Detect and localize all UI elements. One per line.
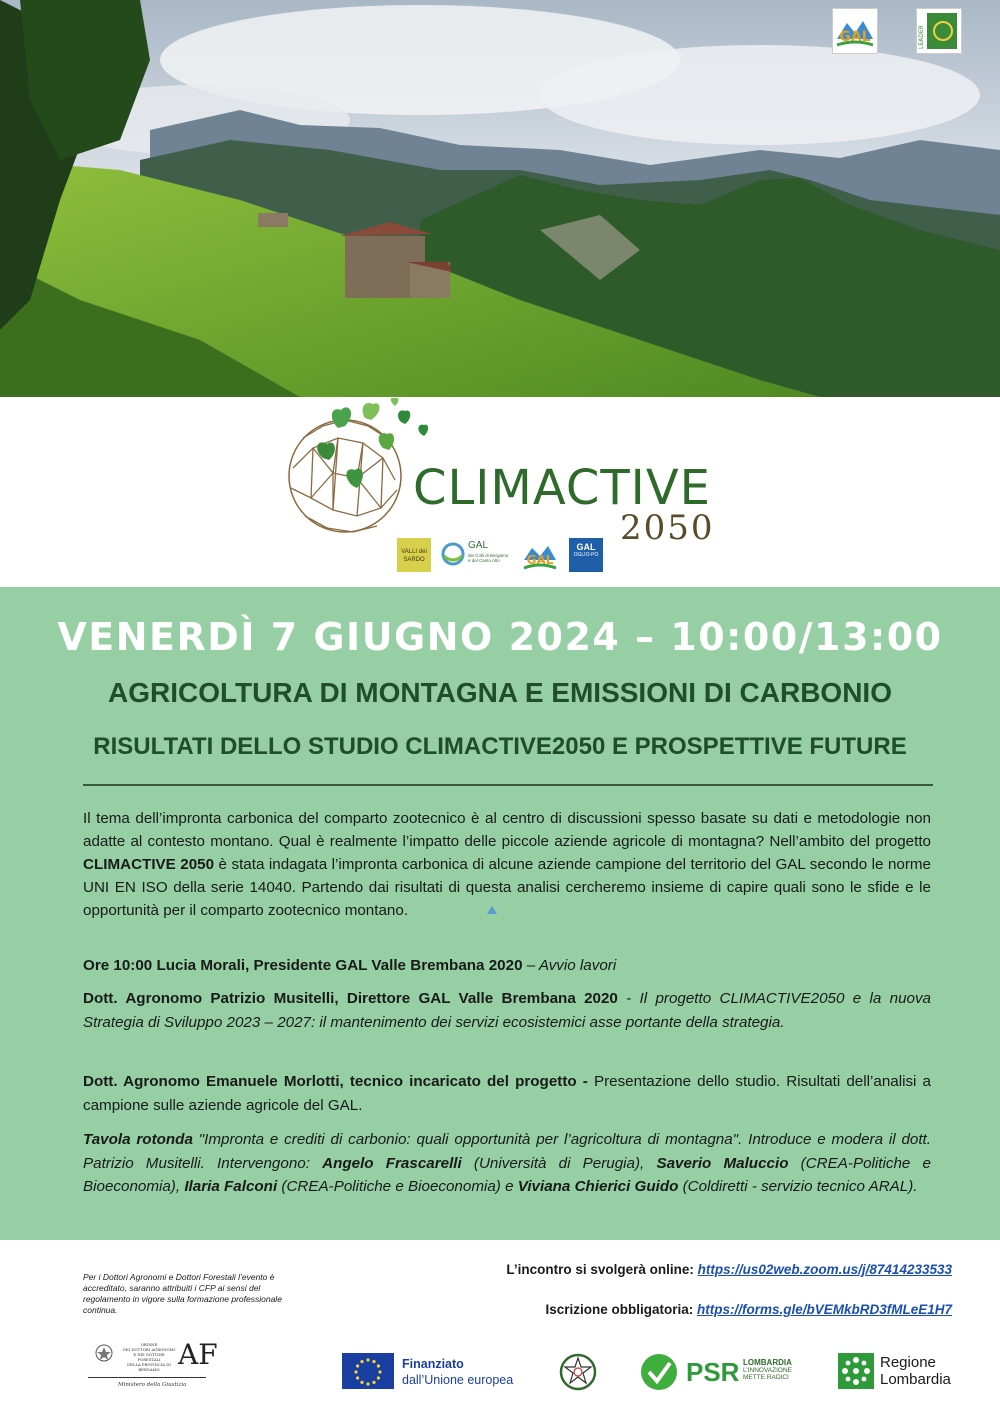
psr-region: LOMBARDIA <box>743 1358 792 1367</box>
panelist-4-affiliation: (Coldiretti - servizio tecnico ARAL). <box>678 1178 918 1195</box>
round-table-label: Tavola rotonda <box>83 1131 193 1148</box>
partner-logo-gal-colli-bergamo <box>441 538 507 572</box>
ordine-line-2: DEI DOTTORI AGRONOMI <box>122 1347 176 1352</box>
partner-logo-oglio-sub: OGLIO-PO <box>573 552 599 558</box>
program-item-3 <box>83 1070 931 1117</box>
program-item-2-topic: - Il progetto CLIMACTIVE2050 e la nuova Strategia di Sviluppo 2023 – 2027: il mantenimento dei servizi ecosistemici asse portante della strategia. <box>83 990 932 1031</box>
intro-text-2: è stata indagata l’impronta carbonica di alcune aziende campione del territorio del GAL secondo le norme UNI EN ISO della serie 14040. Partendo dai risultati di questa analisi cercheremo insieme di capire quali sono le sfide e le opportunità per il comparto zootecnico montano. <box>83 856 931 919</box>
eu-text-line-1: Finanziato <box>402 1357 464 1371</box>
psr-check-icon <box>640 1353 678 1391</box>
psr-lombardia-logo <box>640 1353 805 1393</box>
leader-logo <box>916 8 962 54</box>
program-item-1-speaker: Ore 10:00 Lucia Morali, Presidente GAL Valle Brembana 2020 <box>83 957 523 974</box>
partner-logo-gal-oglio-po <box>569 538 603 572</box>
small-triangle-icon <box>487 906 497 914</box>
partner-logo-gal-sub: dei Colli di Bergamo e del Canto Alto <box>468 553 509 563</box>
program-item-2 <box>83 987 931 1034</box>
psr-tagline-2: METTE RADICI <box>743 1374 789 1381</box>
panelist-2: Saverio Maluccio <box>656 1154 789 1172</box>
climactive-globe-emblem <box>283 398 433 543</box>
panelist-3-affiliation: (CREA-Politiche e Bioeconomia) e <box>277 1178 518 1195</box>
gal-logo <box>832 8 878 54</box>
program-item-3-topic: Presentazione dello studio. Risultati dell’analisi a campione sulle aziende agricole del GAL. <box>83 1073 931 1114</box>
section-divider <box>83 784 933 786</box>
leader-logo-text: LEADER <box>918 25 925 49</box>
intro-project-name: CLIMACTIVE 2050 <box>83 856 215 873</box>
partner-logo-valli-del-sardo <box>397 538 431 572</box>
zoom-link[interactable]: https://us02web.zoom.us/j/87414233533 <box>697 1262 952 1277</box>
regione-lombardia-logo <box>838 1353 968 1393</box>
partner-gal-text: GAL <box>526 553 554 567</box>
climactive-year: 2050 <box>620 508 715 548</box>
climactive-wordmark: CLIMACTIVE <box>413 460 711 516</box>
region-text-1: Regione <box>880 1354 936 1371</box>
psr-tagline-1: L’INNOVAZIONE <box>743 1366 793 1374</box>
rosa-camuna-icon <box>838 1353 874 1389</box>
eu-text-line-2: dall’Unione europea <box>402 1373 514 1387</box>
panelist-3: Ilaria Falconi <box>184 1178 278 1195</box>
gal-logo-text: GAL <box>839 29 871 45</box>
online-info <box>380 1262 952 1277</box>
program-item-1 <box>83 954 931 978</box>
registration-info <box>380 1302 952 1317</box>
panelist-1-affiliation: (Università di Perugia), <box>461 1154 657 1172</box>
panelist-1: Angelo Frascarelli <box>322 1154 462 1172</box>
program-item-3-speaker: Dott. Agronomo Emanuele Morlotti, tecnico incaricato del progetto - <box>83 1073 588 1090</box>
ordine-agronomi-logo <box>88 1338 218 1402</box>
registration-label: Iscrizione obbligatoria: <box>545 1302 697 1317</box>
partner-logo-oglio-label: GAL <box>576 542 596 552</box>
round-table-text: "Impronta e crediti di carbonio: quali opportunità per l’agricoltura di montagna". Introduce e modera il dott. Patrizio Musitelli. Intervengono: <box>83 1131 931 1172</box>
registration-link[interactable]: https://forms.gle/bVEMkbRD3fMLeE1H7 <box>696 1302 952 1317</box>
panelist-4: Viviana Chierici Guido <box>517 1178 679 1195</box>
event-subtitle: RISULTATI DELLO STUDIO CLIMACTIVE2050 E PROSPETTIVE FUTURE <box>93 733 907 760</box>
partner-logo-gal-valle-brembana <box>522 538 558 572</box>
hero-landscape-photo <box>0 0 1000 397</box>
intro-paragraph <box>83 807 931 922</box>
event-date-time: VENERDÌ 7 GIUGNO 2024 – 10:00/13:00 <box>57 615 943 659</box>
program-item-1-topic: – Avvio lavori <box>522 957 617 974</box>
cfp-accreditation-note: Per i Dottori Agronomi e Dottori Forestali l’evento è accreditato, saranno attribuiti i CFP ai sensi del regolamento in vigore sulla formazione professionale continua. <box>83 1272 282 1315</box>
eu-flag-icon <box>342 1353 394 1389</box>
panelist-2-affiliation: (CREA-Politiche e Bioeconomia), <box>83 1154 931 1195</box>
ordine-line-4: DELLA PROVINCIA DI BERGAMO <box>127 1362 171 1372</box>
ordine-af-mark: AF <box>178 1338 218 1371</box>
partner-logo-gal-label: GAL <box>468 540 489 551</box>
region-text-2: Lombardia <box>880 1371 951 1388</box>
ordine-line-3: E DEI DOTTORI FORESTALI <box>133 1352 165 1362</box>
partner-logo-valli-label: VALLI del SARDO <box>401 549 427 563</box>
program-item-2-speaker: Dott. Agronomo Patrizio Musitelli, Direttore GAL Valle Brembana 2020 <box>83 990 618 1007</box>
eu-funding-logo <box>342 1353 532 1393</box>
online-label: L’incontro si svolgerà online: <box>506 1262 698 1277</box>
intro-text-1: Il tema dell’impronta carbonica del comparto zootecnico è al centro di discussioni spesso basate su dati e metodologie non adatte al contesto montano. Qual è realmente l’impatto delle piccole aziende agricole di montagna? Nell’ambito del progetto <box>83 810 931 850</box>
psr-label: PSR <box>686 1357 740 1387</box>
italian-republic-emblem-icon <box>558 1352 598 1392</box>
italian-emblem-icon <box>94 1342 114 1364</box>
ministry-label: Ministero della Giustizia <box>118 1382 187 1388</box>
ordine-line-1: ORDINE <box>140 1342 158 1347</box>
event-title: AGRICOLTURA DI MONTAGNA E EMISSIONI DI CARBONIO <box>108 677 892 708</box>
program-item-4-round-table <box>83 1128 931 1199</box>
